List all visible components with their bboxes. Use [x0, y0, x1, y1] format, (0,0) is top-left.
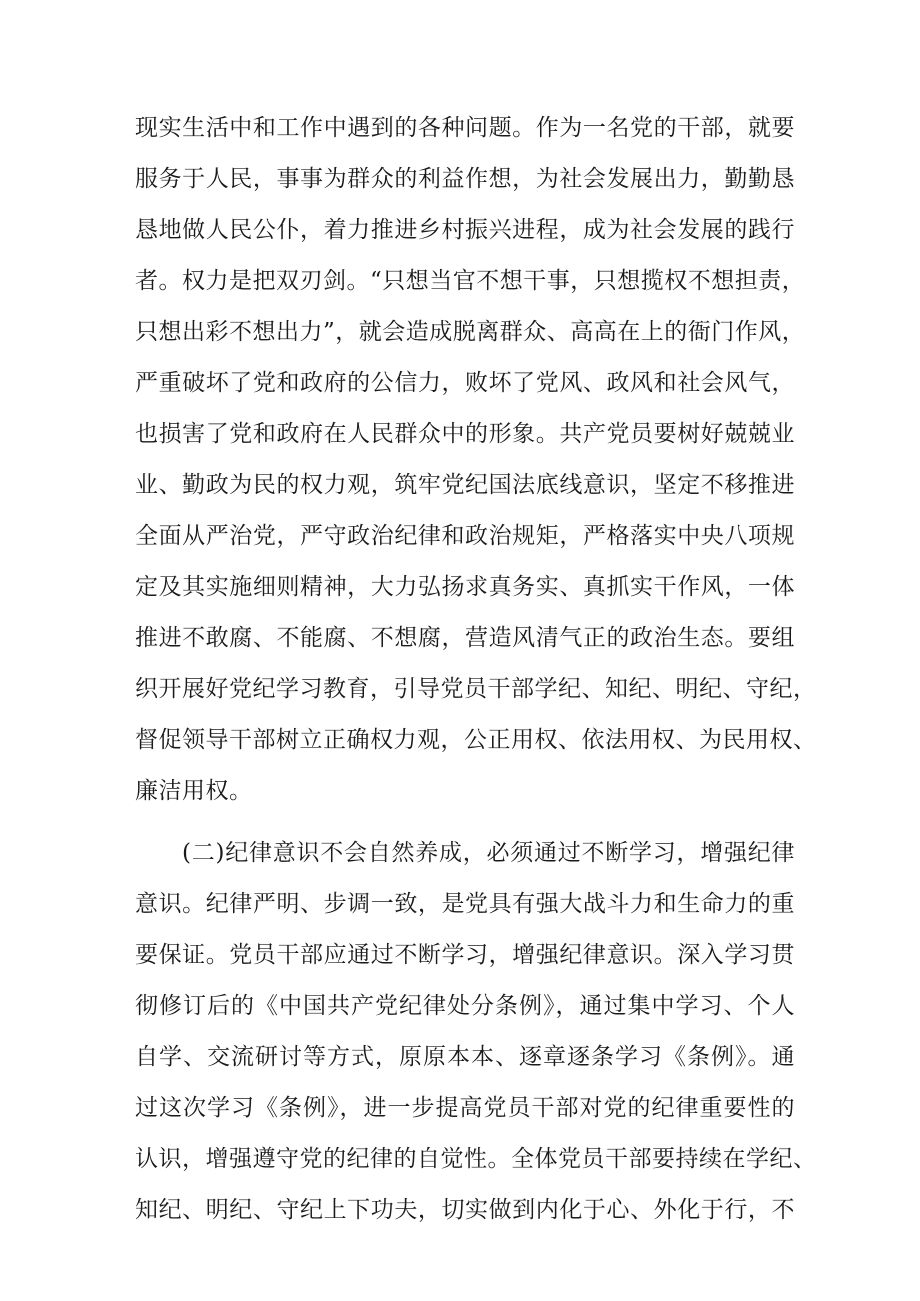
paragraph-2-line: 彻修订后的《中国共产党纪律处分条例》，通过集中学习、个人	[135, 993, 795, 1019]
paragraph-1-line: 恳地做人民公仆，着力推进乡村振兴进程，成为社会发展的践行	[135, 217, 795, 243]
paragraph-1-line: 也损害了党和政府在人民群众中的形象。共产党员要树好兢兢业	[135, 421, 795, 447]
paragraph-1-line: 织开展好党纪学习教育，引导党员干部学纪、知纪、明纪、守纪，	[135, 676, 817, 702]
paragraph-2-line: 认识，增强遵守党的纪律的自觉性。全体党员干部要持续在学纪、	[135, 1146, 817, 1172]
paragraph-2-line: (二)纪律意识不会自然养成，必须通过不断学习，增强纪律	[182, 840, 795, 866]
paragraph-2-line: 自学、交流研讨等方式，原原本本、逐章逐条学习《条例》。通	[135, 1044, 795, 1070]
paragraph-1-line: 现实生活中和工作中遇到的各种问题。作为一名党的干部，就要	[135, 115, 795, 141]
paragraph-1-line: 严重破坏了党和政府的公信力，败坏了党风、政风和社会风气，	[135, 370, 795, 396]
paragraph-1-line: 廉洁用权。	[135, 778, 253, 804]
paragraph-1-line: 督促领导干部树立正确权力观，公正用权、依法用权、为民用权、	[135, 727, 817, 753]
paragraph-1-line: 全面从严治党，严守政治纪律和政治规矩，严格落实中央八项规	[135, 523, 795, 549]
paragraph-1-line: 者。权力是把双刃剑。“只想当官不想干事，只想揽权不想担责，	[135, 268, 806, 294]
paragraph-1-line: 只想出彩不想出力”，就会造成脱离群众、高高在上的衙门作风，	[135, 319, 806, 345]
paragraph-2-line: 过这次学习《条例》，进一步提高党员干部对党的纪律重要性的	[135, 1095, 795, 1121]
paragraph-1-line: 定及其实施细则精神，大力弘扬求真务实、真抓实干作风，一体	[135, 574, 795, 600]
paragraph-1-line: 推进不敢腐、不能腐、不想腐，营造风清气正的政治生态。要组	[135, 625, 795, 651]
paragraph-2-line: 知纪、明纪、守纪上下功夫，切实做到内化于心、外化于行，不	[135, 1197, 795, 1223]
paragraph-1-line: 服务于人民，事事为群众的利益作想，为社会发展出力，勤勤恳	[135, 166, 795, 192]
paragraph-2-line: 意识。纪律严明、步调一致，是党具有强大战斗力和生命力的重	[135, 891, 795, 917]
paragraph-2-line: 要保证。党员干部应通过不断学习，增强纪律意识。深入学习贯	[135, 942, 795, 968]
paragraph-1-line: 业、勤政为民的权力观，筑牢党纪国法底线意识，坚定不移推进	[135, 472, 795, 498]
